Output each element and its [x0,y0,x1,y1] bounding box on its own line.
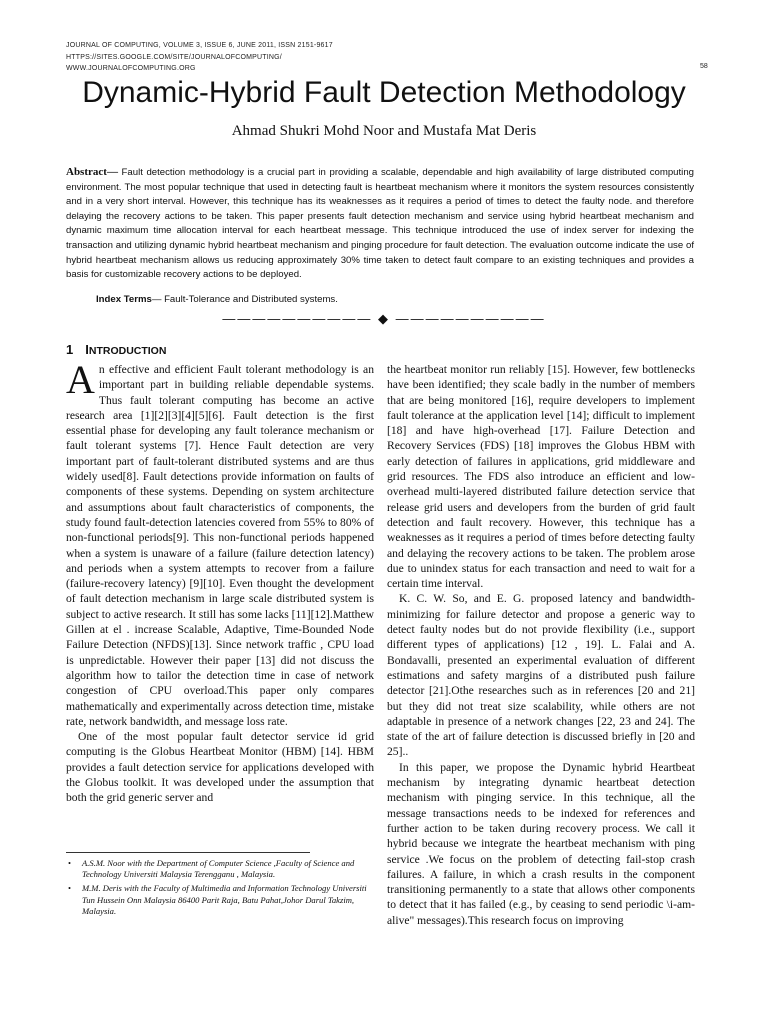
intro-paragraph-2: One of the most popular fault detector service id grid computing is the Globus Heartbeat Monitor (HBM) [14]. HBM provides a fault detection service for applications developed with the Globus toolkit. It was developed under the assumption that both the grid generic server and [66,730,374,805]
bullet-icon: • [68,883,72,894]
right-paragraph-1: the heartbeat monitor run reliably [15]. However, few bottlenecks have been identified; they scale badly in the number of members that are being monitored [16], require developers to implement fault tolerance at the application level [14]; difficult to implement [18] and have high-overhead [17]. Failure Detection and Recovery Services (FDS) [18] improves the Globus HBM with early detection of failures in applications, grid middleware and grid resources. The FDS also introduce an efficient and low-overhead multi-layered distributed failure detection service that release grid users and developers from the burden of grid fault detection and fault recovery. However, this technique has a weaknesses as it requires a period of times before detecting faulty and delaying the recovery actions to be taken. The problem arose due to unindex status for each transaction and need to wait for a certain time interval. [387,363,695,591]
section-heading [66,342,166,357]
journal-header [66,40,666,75]
drop-cap: A [66,357,95,402]
index-terms-label: Index Terms [96,294,152,305]
section-divider: —————————— ◆ —————————— [222,311,546,326]
abstract [66,165,694,283]
journal-citation: JOURNAL OF COMPUTING, VOLUME 3, ISSUE 6, JUNE 2011, ISSN 2151-9617 [66,42,333,49]
paper-authors: Ahmad Shukri Mohd Noor and Mustafa Mat Deris [231,123,537,139]
right-paragraph-3: In this paper, we propose the Dynamic hybrid Heartbeat mechanism by integrating dynamic heartbeat detection mechanism with pinging service. In this technique, all the message transactions needs to be indexed for references and further action to be taken during recovery process. We call it hybrid because we integrate the heartbeat mechanism with ping service .We focus on the problem of detecting fail-stop crash failures. A failure, in which a crash results in the component transitioning permanently to a state that allows other components to detect that it has failed (e.g., by ceasing to send periodic \i-am-alive" messages).This research focus on improving [387,760,695,927]
bullet-icon: • [68,858,72,868]
abstract-label: Abstract— [66,166,118,178]
section-title-initial: I [85,342,89,357]
index-terms [96,294,696,305]
footnotes [66,858,376,920]
abstract-text: Fault detection methodology is a crucial part in providing a scalable, dependable and high availability of large distributed computing environment. The most popular technique that used in detecting fault is heartbeat mechanism where it monitors the system resources consistently and in a very short interval. However, this technique has its weaknesses as it requires a period of times to detect the faulty node. and therefore delaying the recovery actions to be taken. This paper presents fault detection mechanism and service using hybrid heartbeat mechanism and dynamic maximum time allocation interval for each heartbeat message. This technique introduced the use of index server for indexing the transaction and utilizing dynamic hybrid heartbeat mechanism and pinging procedure for fault detection. The evaluation outcome indicate the use of hybrid heartbeat mechanism allows us reducing approximately 30% time taken to detect fault compare to an existing techniques and provides a basis for customizable recovery actions to be deployed. [66,167,694,281]
right-column [387,362,695,928]
page-number: 58 [700,63,708,70]
journal-website[interactable]: WWW.JOURNALOFCOMPUTING.ORG [66,65,196,72]
paper-title: Dynamic-Hybrid Fault Detection Methodology [82,76,686,109]
index-terms-text: — Fault-Tolerance and Distributed systems. [151,294,338,305]
left-column [66,357,374,806]
footnote-item: • A.S.M. Noor with the Department of Computer Science ,Faculty of Science and Technology Universiti Malaysia Terengganu , Malaysia. [68,858,355,880]
intro-paragraph-1: An effective and efficient Fault tolerant methodology is an important part in building reliable dependable systems. Thus fault tolerant computing has become an active research area [1][2][3][4][5][6]. Fault detection is the first essential phase for developing any fault tolerance mechanism or fault tolerant systems [7]. Hence Fault detection are very important part of fault-tolerant distributed systems and are thus widely used[8]. Fault detections provide information on faults of components of these systems. Depending on system architecture and assumptions about fault characteristics of components, the study found fault-detection latencies covered from 55% to 80% of non-functional periods[9]. This non-functional periods happened when a system is unaware of a failure (failure detection latency) and periods when a system attempts to recover from a failure (failure-recovery latency) [9][10]. Even thought the development of fault detection mechanism in large scale distributed system is subject to active research. It still has some lacks [11][12].Matthew Gillen at el . increase Scalable, Adaptive, Time-Bounded Node Failure Detection (NFDS)[13]. Since network traffic , CPU load is unpredictable. However their paper [13] did not discuss the algorithm how to tailor the detection time in case of network congestion of CPU overload.This paper only compares mathematically and experimentally across detection time, mistake rate, network bandwidth, and message loss rate. [66,357,374,728]
section-number: 1 [66,342,74,357]
section-title-rest: NTRODUCTION [88,345,167,357]
footnote-rule [66,852,310,853]
footnote-item: • M.M. Deris with the Faculty of Multimedia and Information Technology Universiti Tun Hussein Onn Malaysia 86400 Parit Raja, Batu Pahat,Johor Darul Takzim, Malaysia. [68,883,367,916]
journal-site-url[interactable]: HTTPS://SITES.GOOGLE.COM/SITE/JOURNALOFCOMPUTING/ [66,53,282,61]
right-paragraph-2: K. C. W. So, and E. G. proposed latency and bandwidth-minimizing for failure detector and propose a generic way to detect faulty nodes but do not provide flexibility (i.e., support different types of applications) [12 , 19]. L. Falai and A. Bondavalli, presented an experimental evaluation of different estimations and safety margins of a distributed push failure detector [21].Othe researches such as in references [20 and 21] but they did not treat size scalability, while others are not adaptable in presence of a network changes [22, 23 and 24]. The state of the art of failure detection is discussed briefly in [20 and 25].. [387,592,695,759]
